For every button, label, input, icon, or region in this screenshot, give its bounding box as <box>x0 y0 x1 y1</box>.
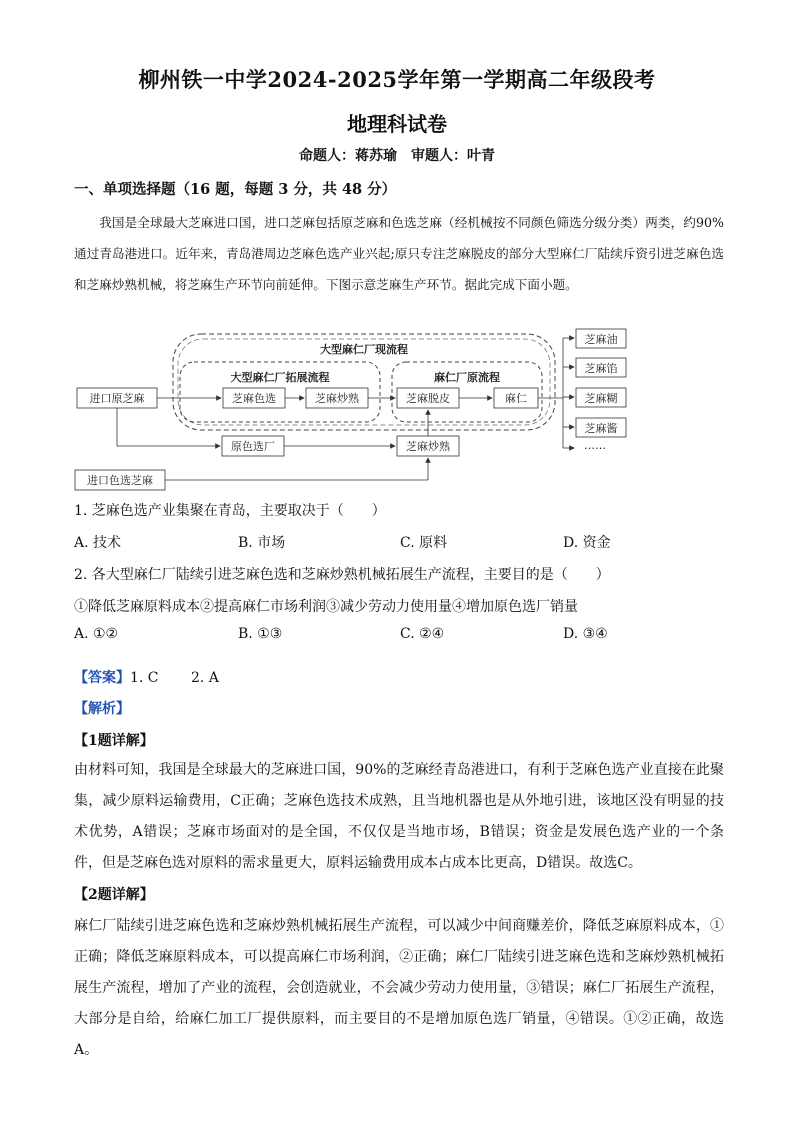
q2-option-b: B. ①③ <box>238 626 283 642</box>
answer-line <box>74 667 219 687</box>
right-region-title: 麻仁厂原流程 <box>434 371 500 384</box>
question-2-stem: 2. 各大型麻仁厂陆续引进芝麻色选和芝麻炒熟机械拓展生产流程，主要目的是（ ） <box>74 567 610 583</box>
answer-label: 【答案】 <box>74 670 130 686</box>
label-output-sauce: 芝麻酱 <box>584 422 618 435</box>
question-2-statements: ①降低芝麻原料成本②提高麻仁市场利润③减少劳动力使用量④增加原色选厂销量 <box>74 599 578 615</box>
section-heading: 一、单项选择题（16 题，每题 3 分，共 48 分） <box>74 181 397 198</box>
authors-line: 命题人：蒋苏瑜 审题人：叶青 <box>299 148 495 164</box>
q2-option-c: C. ②④ <box>400 626 445 642</box>
exam-title: 柳州铁一中学2024-2025学年第一学期高二年级段考 <box>138 67 656 92</box>
q1-option-c: C. 原料 <box>400 535 448 551</box>
analysis-label: 【解析】 <box>74 701 130 717</box>
detail-2-text: 麻仁厂陆续引进芝麻色选和芝麻炒熟机械拓展生产流程，可以减少中间商赚差价，降低芝麻原料成本，①正确；降低芝麻原料成本，可以提高麻仁市场利润，②正确；麻仁厂陆续引进芝麻色选和芝麻炒熟机械拓展生产流程，增加了产业的流程，会创造就业，不会减少劳动力使用量，③错误；麻仁厂拓展生产流程，大部分是自给，给麻仁加工厂提供原料，而主要目的不是增加原色选厂销量，④错误。①②正确，故选A。 <box>74 918 724 1058</box>
label-output-oil: 芝麻油 <box>584 333 618 346</box>
question-1-stem: 1. 芝麻色选产业集聚在青岛，主要取决于（ ） <box>74 503 386 519</box>
label-roast-2: 芝麻炒熟 <box>406 440 450 453</box>
label-roast-1: 芝麻炒熟 <box>315 392 359 405</box>
label-output-more: …… <box>584 439 606 452</box>
detail-1-text: 由材料可知，我国是全球最大的芝麻进口国，90%的芝麻经青岛港进口，有利于芝麻色选产业直接在此聚集，减少原料运输费用，C正确；芝麻色选技术成熟，且当地机器也是从外地引进，该地区没有明显的技术优势，A错误；芝麻市场面对的是全国，不仅仅是当地市场，B错误；资金是发展色选产业的一个条件，但是芝麻色选对原料的需求量更大，原料运输费用成本占成本比更高，D错误。故选C。 <box>74 762 724 871</box>
label-import-raw: 进口原芝麻 <box>89 392 145 405</box>
label-kernel: 麻仁 <box>505 392 527 405</box>
answer-text: 1. C 2. A <box>130 670 219 686</box>
label-output-filling: 芝麻馅 <box>584 362 618 375</box>
q1-option-b: B. 市场 <box>238 535 286 551</box>
material-paragraph: 我国是全球最大芝麻进口国，进口芝麻包括原芝麻和色选芝麻（经机械按不同颜色筛选分级分类）两类，约90%通过青岛港进口。近年来，青岛港周边芝麻色选产业兴起;原只专注芝麻脱皮的部分大型麻仁厂陆续斥资引进芝麻色选和芝麻炒熟机械，将芝麻生产环节向前延伸。下图示意芝麻生产环节。据此完成下面小题。 <box>74 215 724 292</box>
q1-option-d: D. 资金 <box>563 535 611 551</box>
outer-region-title: 大型麻仁厂现流程 <box>320 343 408 356</box>
detail-2-label: 【2题详解】 <box>74 887 154 903</box>
sesame-flow-diagram <box>70 324 670 494</box>
q2-option-d: D. ③④ <box>563 626 608 642</box>
left-region-title: 大型麻仁厂拓展流程 <box>230 371 330 384</box>
detail-1-label: 【1题详解】 <box>74 733 154 749</box>
label-dehull: 芝麻脱皮 <box>406 392 450 405</box>
label-raw-select-factory: 原色选厂 <box>231 440 275 453</box>
label-output-paste: 芝麻糊 <box>584 392 618 405</box>
label-import-selected: 进口色选芝麻 <box>87 474 153 487</box>
subject-title: 地理科试卷 <box>347 112 447 136</box>
q1-option-a: A. 技术 <box>74 535 122 551</box>
label-color-select: 芝麻色选 <box>232 392 276 405</box>
q2-option-a: A. ①② <box>74 626 119 642</box>
